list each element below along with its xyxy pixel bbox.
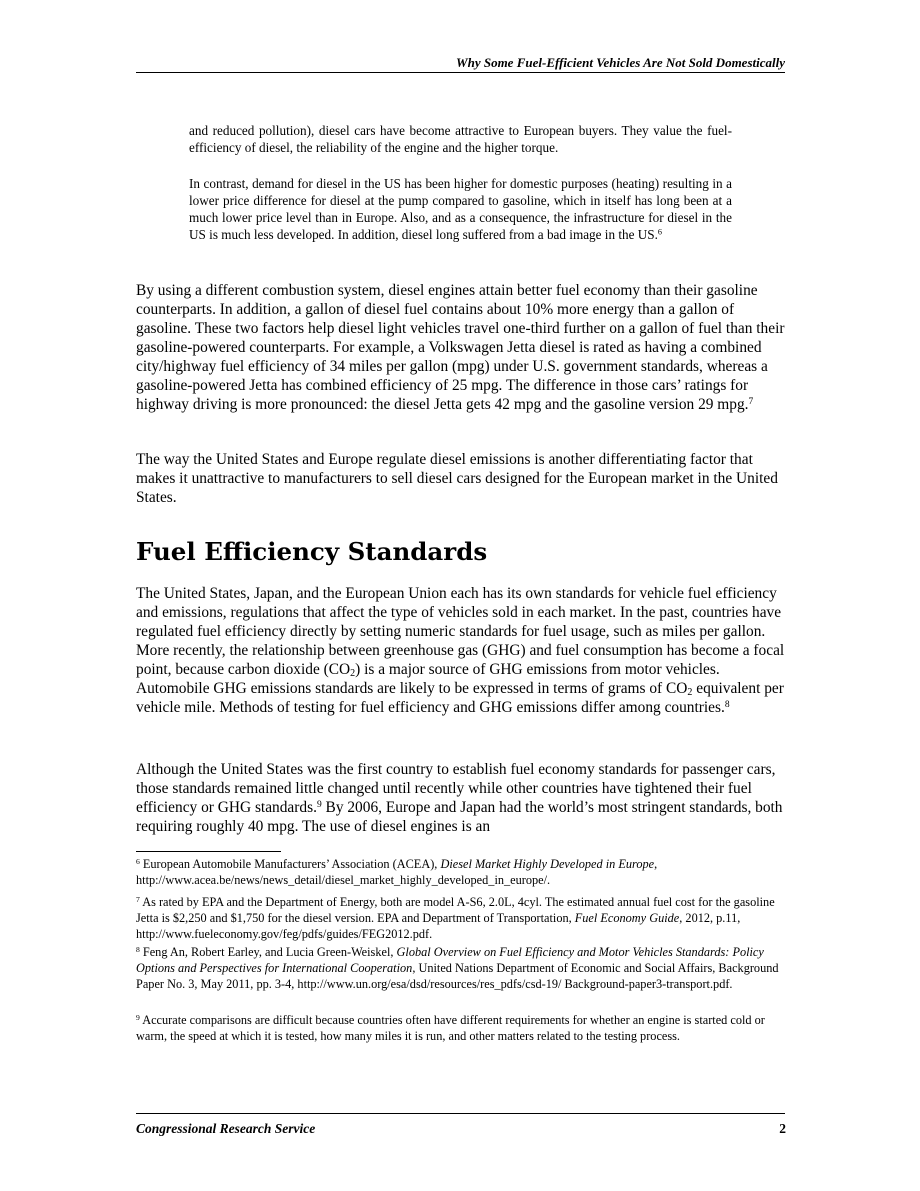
footnote-text: As rated by EPA and the Department of Energy, both are model A-S6, 2.0L, 4cyl. The estimated annual fuel cost for the gasoline Jetta is $2,250 and $1,750 for the diesel version. EPA and Department of Transportation, xyxy=(136,895,775,925)
page-number: 2 xyxy=(779,1121,786,1136)
quote-text-1: and reduced pollution), diesel cars have become attractive to European buyers. They value the fuel-efficiency of diesel, the reliability of the engine and the higher torque. xyxy=(189,123,732,155)
footnote-9 xyxy=(136,1012,782,1044)
subscript-2: 2 xyxy=(687,687,693,698)
footnote-ref-8[interactable]: 8 xyxy=(724,698,730,710)
footnote-title: Fuel Economy Guide xyxy=(574,911,680,925)
footer-publisher: Congressional Research Service xyxy=(136,1121,316,1136)
section-text-2b: By 2006, Europe and Japan had the world’s most stringent standards, both requiring roughly 40 mpg. The use of diesel engines is an xyxy=(136,799,783,835)
quote-paragraph-2 xyxy=(189,175,732,243)
quote-paragraph-1 xyxy=(189,122,732,156)
footnote-ref-6[interactable]: 6 xyxy=(657,227,663,237)
running-header: Why Some Fuel-Efficient Vehicles Are Not Sold Domestically xyxy=(456,55,785,70)
section-text-1b: ) is a major source of GHG emissions from motor vehicles. Automobile GHG emissions standards are likely to be expressed in terms of grams of CO xyxy=(136,661,720,697)
footnote-number: 8 xyxy=(136,944,140,954)
footnote-link-text[interactable]: , http://www.acea.be/news/news_detail/diesel_market_highly_developed_in_europe/. xyxy=(136,857,658,887)
footnote-separator xyxy=(136,851,281,852)
footnote-text: Feng An, Robert Earley, and Lucia Green-Weiskel, xyxy=(139,945,397,959)
section-heading: Fuel Efficiency Standards xyxy=(136,537,488,566)
footnote-link-text[interactable]: , 2012, p.11, http://www.fueleconomy.gov/feg/pdfs/guides/FEG2012.pdf. xyxy=(136,911,741,941)
footer-rule xyxy=(136,1113,785,1114)
footnote-7 xyxy=(136,894,782,942)
subscript-2: 2 xyxy=(350,668,356,679)
footnote-title: Global Overview on Fuel Efficiency and Motor Vehicles Standards: Policy Options and Perspectives for International Cooperation xyxy=(136,945,764,975)
footnote-6 xyxy=(136,856,782,888)
section-text-1c: equivalent per vehicle mile. Methods of testing for fuel efficiency and GHG emissions differ among countries. xyxy=(136,680,784,716)
footnote-ref-9[interactable]: 9 xyxy=(316,798,322,810)
footnote-title: Diesel Market Highly Developed in Europe xyxy=(440,857,655,871)
body-paragraph-standards xyxy=(136,584,786,717)
footnote-number: 6 xyxy=(136,856,140,866)
footnote-number: 7 xyxy=(136,894,140,904)
body-text-2: The way the United States and Europe regulate diesel emissions is another differentiating factor that makes it unattractive to manufacturers to sell diesel cars designed for the European market in the United States. xyxy=(136,451,778,506)
footnote-8 xyxy=(136,944,782,992)
quote-text-2: In contrast, demand for diesel in the US has been higher for domestic purposes (heating) resulting in a lower price difference for diesel at the pump compared to gasoline, which in itself has long been at a much lower price level than in Europe. Also, and as a consequence, the infrastructure for diesel in the US is much less developed. In addition, diesel long suffered from a bad image in the US. xyxy=(189,176,732,242)
footnote-text: Accurate comparisons are difficult because countries often have different requirements for whether an engine is started cold or warm, the speed at which it is tested, how many miles it is run, and other matters related to the testing process. xyxy=(136,1013,765,1043)
footnote-text: European Automobile Manufacturers’ Association (ACEA), xyxy=(139,857,441,871)
footnote-link-text[interactable]: , United Nations Department of Economic and Social Affairs, Background Paper No. 3, May 2011, pp. 3-4, http://www.un.org/esa/dsd/resources/res_pdfs/csd-19/ Background-paper3-transport.pdf. xyxy=(136,961,779,991)
footnote-ref-7[interactable]: 7 xyxy=(748,395,754,407)
body-paragraph-emissions-regulation xyxy=(136,450,786,507)
section-text-2a: Although the United States was the first country to establish fuel economy standards for passenger cars, those standards remained little changed until recently while other countries have tightened their fuel efficiency or GHG standards. xyxy=(136,761,776,816)
footnote-number: 9 xyxy=(136,1012,140,1022)
header-rule xyxy=(136,72,785,73)
body-text-1: By using a different combustion system, diesel engines attain better fuel economy than their gasoline counterparts. In addition, a gallon of diesel fuel contains about 10% more energy than a gallon of gasoline. These two factors help diesel light vehicles travel one-third further on a gallon of fuel than their gasoline-powered counterparts. For example, a Volkswagen Jetta diesel is rated as having a combined city/highway fuel efficiency of 34 miles per gallon (mpg) under U.S. government standards, whereas a gasoline-powered Jetta has combined efficiency of 25 mpg. The difference in those cars’ ratings for highway driving is more pronounced: the diesel Jetta gets 42 mpg and the gasoline version 29 mpg. xyxy=(136,282,785,413)
body-paragraph-diesel-economy xyxy=(136,281,786,414)
body-paragraph-us-history xyxy=(136,760,786,836)
section-text-1a: The United States, Japan, and the European Union each has its own standards for vehicle fuel efficiency and emissions, regulations that affect the type of vehicles sold in each market. In the past, countries have regulated fuel efficiency directly by setting numeric standards for fuel usage, such as miles per gallon. More recently, the relationship between greenhouse gas (GHG) and fuel consumption has become a focal point, because carbon dioxide (CO xyxy=(136,585,785,678)
